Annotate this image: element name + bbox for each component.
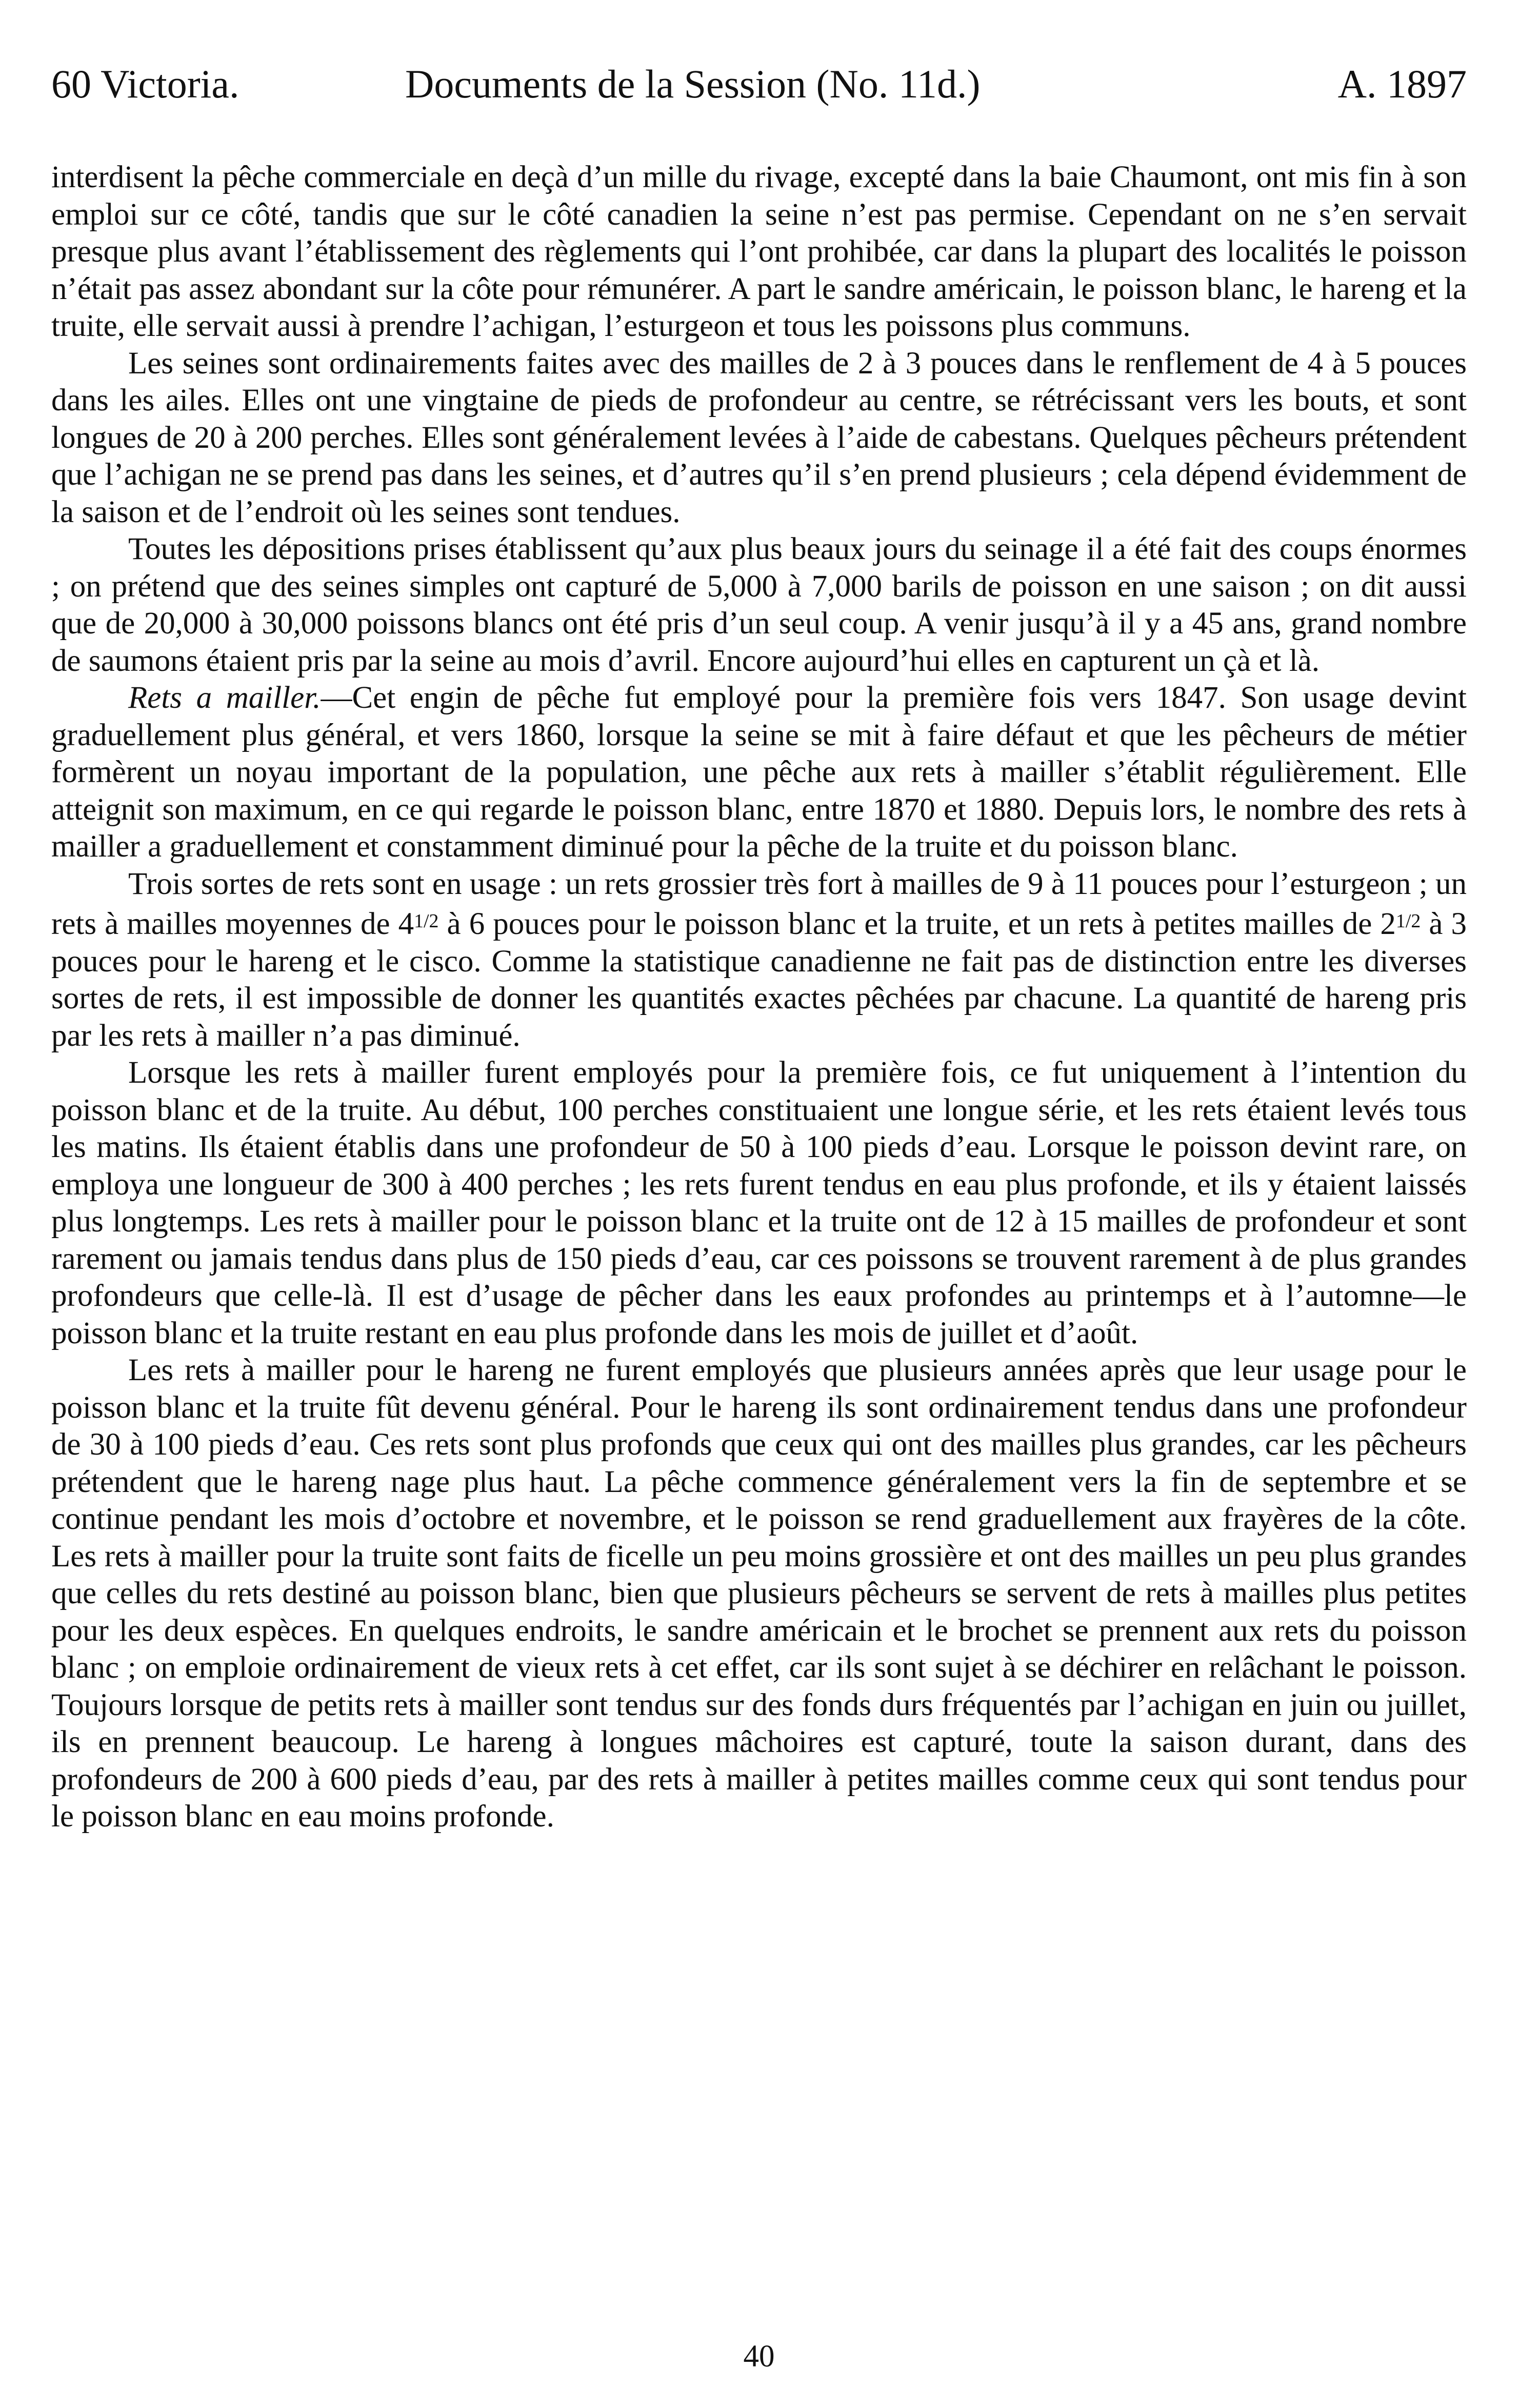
paragraph: Les rets à mailler pour le hareng ne furent employés que plusieurs années après que leur usage pour le poisson blanc et la truite fût devenu général. Pour le hareng ils sont ordinairement tendus dans une profondeur de 30 à 100 pieds d’eau. Ces rets sont plus profonds que ceux qui ont des mailles plus grandes, car les pêcheurs prétendent que le hareng nage plus haut. La pêche commence généralement vers la fin de septembre et se continue pendant les mois d’octobre et novembre, et le poisson se rend graduellement aux frayères de la côte. Les rets à mailler pour la truite sont faits de ficelle un peu moins grossière et ont des mailles un peu plus grandes que celles du rets destiné au poisson blanc, bien que plusieurs pêcheurs se servent de rets à mailles plus petites pour les deux espèces. En quelques endroits, le sandre américain et le brochet se prennent aux rets du poisson blanc ; on emploie ordinairement de vieux rets à cet effet, car ils sont sujet à se déchirer en relâchant le poisson. Toujours lorsque de petits rets à mailler sont tendus sur des fonds durs fréquentés par l’achigan en juin ou juillet, ils en prennent beaucoup. Le hareng à longues mâchoires est capturé, toute la saison durant, dans des profondeurs de 200 à 600 pieds d’eau, par des rets à mailler à petites mailles comme ceux qui sont tendus pour le poisson blanc en eau moins profonde. xyxy=(51,1353,1467,1834)
header-volume: 60 Victoria. xyxy=(51,62,239,106)
paragraph: Toutes les dépositions prises établissent qu’aux plus beaux jours du seinage il a été fait des coups énormes ; on prétend que des seines simples ont capturé de 5,000 à 7,000 barils de poisson en une saison ; on dit aussi que de 20,000 à 30,000 poissons blancs ont été pris d’un seul coup. A venir jusqu’à il y a 45 ans, grand nombre de saumons étaient pris par la seine au mois d’avril. Encore aujourd’hui elles en capturent un çà et là. xyxy=(51,532,1467,678)
page-number: 40 xyxy=(743,2339,775,2374)
body-text xyxy=(51,159,1467,1836)
header-title: Documents de la Session (No. 11d.) xyxy=(405,62,981,106)
paragraph-text: —Cet engin de pêche fut employé pour la première fois vers 1847. Son usage devint graduellement plus général, et vers 1860, lorsque la seine se mit à faire défaut et que les pêcheurs de métier formèrent un noyau important de la population, une pêche aux rets à mailler s’établit régulièrement. Elle atteignit son maximum, en ce qui regarde le poisson blanc, entre 1870 et 1880. Depuis lors, le nombre des rets à mailler a graduellement et constamment diminué pour la pêche de la truite et du poisson blanc. xyxy=(51,681,1467,864)
paragraph-rets-a-mailler xyxy=(51,680,1467,866)
header-year: A. 1897 xyxy=(1337,62,1467,106)
paragraph: Lorsque les rets à mailler furent employés pour la première fois, ce fut uniquement à l’intention du poisson blanc et de la truite. Au début, 100 perches constituaient une longue série, et les rets étaient levés tous les matins. Ils étaient établis dans une profondeur de 50 à 100 pieds d’eau. Lorsque le poisson devint rare, on employa une longueur de 300 à 400 perches ; les rets furent tendus en eau plus profonde, et ils y étaient laissés plus longtemps. Les rets à mailler pour le poisson blanc et la truite ont de 12 à 15 mailles de profondeur et sont rarement ou jamais tendus dans plus de 150 pieds d’eau, car ces poissons se trouvent rarement à de plus grandes profondeurs que celle-là. Il est d’usage de pêcher dans les eaux profondes au printemps et à l’automne—le poisson blanc et la truite restant en eau plus profonde dans les mois de juillet et d’août. xyxy=(51,1056,1467,1350)
paragraph-text: à 3 pouces pour le hareng et le cisco. Comme la statistique canadienne ne fait pas de distinction entre les diverses sortes de rets, il est impossible de donner les quantités exactes pêchées par chacune. La quantité de hareng pris par les rets à mailler n’a pas diminué. xyxy=(51,907,1467,1053)
paragraph-text: Trois sortes de rets sont en usage : un rets grossier très fort à mailles de 9 à 11 pouces pour l’esturgeon ; un rets à mailles moyennes de 4 xyxy=(51,866,1467,942)
paragraph: Les seines sont ordinairements faites avec des mailles de 2 à 3 pouces dans le renflement de 4 à 5 pouces dans les ailes. Elles ont une vingtaine de pieds de profondeur au centre, se rétrécissant vers les bouts, et sont longues de 20 à 200 perches. Elles sont généralement levées à l’aide de cabestans. Quelques pêcheurs prétendent que l’achigan ne se prend pas dans les seines, et d’autres qu’il s’en prend plusieurs ; cela dépend évidemment de la saison et de l’endroit où les seines sont tendues. xyxy=(51,346,1467,529)
fraction: 1/2 xyxy=(1395,910,1421,932)
paragraph-text: à 6 pouces pour le poisson blanc et la truite, et un rets à petites mailles de 2 xyxy=(438,907,1396,942)
paragraph-trois-sortes xyxy=(51,866,1467,1055)
running-header xyxy=(51,21,1467,113)
paragraph: interdisent la pêche commerciale en deçà d’un mille du rivage, excepté dans la baie Chaumont, ont mis fin à son emploi sur ce côté, tandis que sur le côté canadien la seine n’est pas permise. Cependant on ne s’en servait presque plus avant l’établissement des règlements qui l’ont prohibée, car dans la plupart des localités le poisson n’était pas assez abondant sur la côte pour rémunérer. A part le sandre américain, le poisson blanc, le hareng et la truite, elle servait aussi à prendre l’achigan, l’esturgeon et tous les poissons plus communs. xyxy=(51,160,1467,343)
document-page xyxy=(51,21,1467,2390)
section-heading: Rets a mailler. xyxy=(128,681,321,715)
fraction: 1/2 xyxy=(414,910,439,932)
